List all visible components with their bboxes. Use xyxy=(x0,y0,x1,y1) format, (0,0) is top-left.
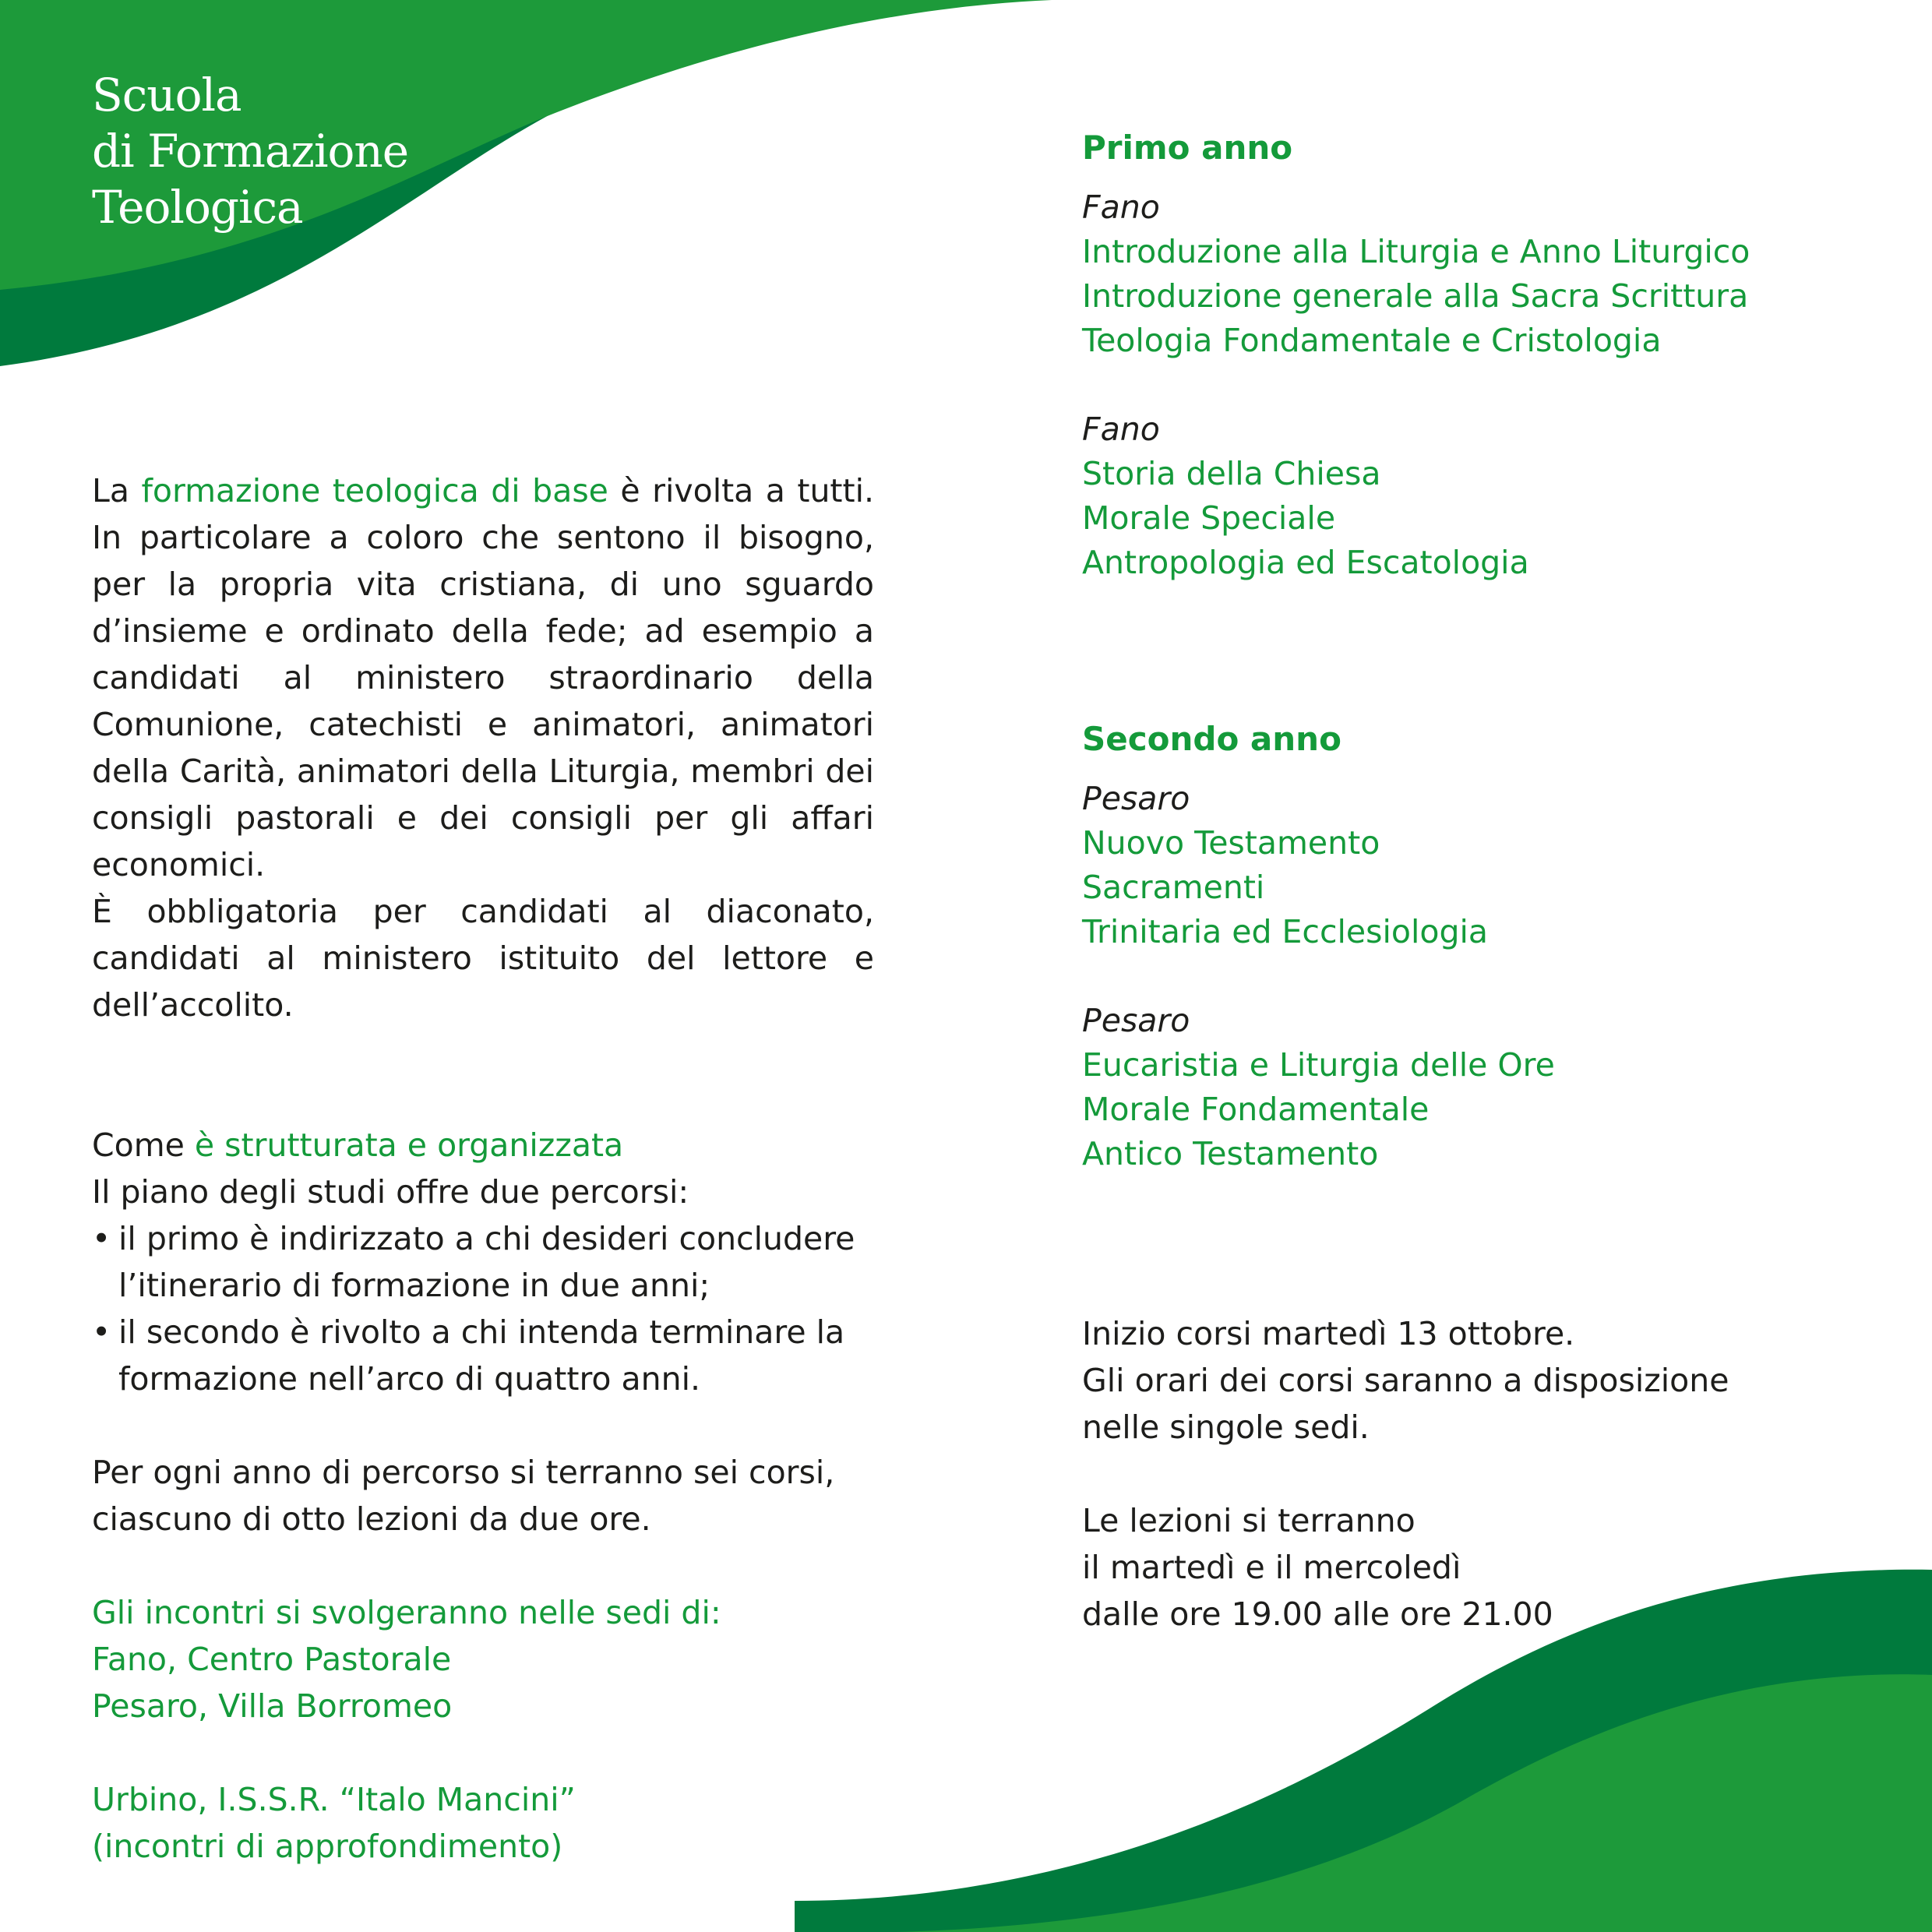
course-item: Introduzione alla Liturgia e Anno Liturgico xyxy=(1082,233,1750,270)
place-label: Pesaro xyxy=(1082,780,1190,817)
title-line: Teologica xyxy=(92,181,303,234)
locations-heading: Gli incontri si svolgeranno nelle sedi di: xyxy=(92,1594,721,1631)
location-note: (incontri di approfondimento) xyxy=(92,1828,563,1865)
course-item: Morale Fondamentale xyxy=(1082,1091,1430,1128)
intro-text: è rivolta a tutti. In particolare a coloro che sentono il bisogno, per la propria vita cristiana, di uno sguardo d’insieme e ordinato della fede; ad esempio a candidati al ministero straordinario della Comunione, catechisti e animatori, animatori della Carità, animatori della Liturgia, membri dei consigli pastorali e dei consigli per gli affari economici. xyxy=(92,472,875,883)
locations-section xyxy=(92,1589,874,1870)
schedule-text: dalle ore 19.00 alle ore 21.00 xyxy=(1082,1595,1553,1633)
list-item xyxy=(92,1309,874,1402)
location-item: Pesaro, Villa Borromeo xyxy=(92,1687,453,1725)
intro-section xyxy=(92,467,874,1028)
courses-per-year-text: Per ogni anno di percorso si terranno sei corsi, xyxy=(92,1454,835,1491)
structure-heading-prefix: Come xyxy=(92,1126,195,1164)
year-section xyxy=(1082,125,1892,585)
course-item: Morale Speciale xyxy=(1082,499,1336,537)
course-item: Antico Testamento xyxy=(1082,1135,1379,1172)
schedule-text: Gli orari dei corsi saranno a disposizione xyxy=(1082,1362,1729,1399)
intro-paragraph xyxy=(92,467,874,888)
structure-section xyxy=(92,1122,874,1542)
intro-prefix: La xyxy=(92,472,142,509)
place-label: Fano xyxy=(1082,411,1160,448)
right-column xyxy=(1082,125,1892,1638)
intro-obligation: È obbligatoria per candidati al diaconato, candidati al ministero istituito del lettore e dell’accolito. xyxy=(92,893,874,1024)
course-item: Sacramenti xyxy=(1082,869,1265,906)
course-item: Introduzione generale alla Sacra Scrittura xyxy=(1082,277,1749,315)
study-plan-text: Il piano degli studi offre due percorsi: xyxy=(92,1173,689,1211)
list-item xyxy=(92,1215,874,1309)
schedule-text: nelle singole sedi. xyxy=(1082,1408,1370,1446)
course-item: Storia della Chiesa xyxy=(1082,455,1381,492)
page-title xyxy=(92,67,408,235)
location-item: Urbino, I.S.S.R. “Italo Mancini” xyxy=(92,1781,576,1818)
year-heading: Primo anno xyxy=(1082,129,1293,167)
structure-heading xyxy=(92,1122,874,1169)
course-item: Eucaristia e Liturgia delle Ore xyxy=(1082,1046,1555,1084)
title-line: Scuola xyxy=(92,69,242,122)
course-item: Trinitaria ed Ecclesiologia xyxy=(1082,913,1488,950)
courses-per-year-text: ciascuno di otto lezioni da due ore. xyxy=(92,1500,651,1538)
schedule-text: Le lezioni si terranno xyxy=(1082,1502,1416,1539)
intro-highlight: formazione teologica di base xyxy=(141,472,608,509)
schedule-text: Inizio corsi martedì 13 ottobre. xyxy=(1082,1315,1575,1352)
course-item: Teologia Fondamentale e Cristologia xyxy=(1082,322,1662,359)
list-item-text: il primo è indirizzato a chi desideri concludere l’itinerario di formazione in due anni; xyxy=(118,1220,855,1304)
list-item-text: il secondo è rivolto a chi intenda terminare la formazione nell’arco di quattro anni. xyxy=(118,1313,845,1398)
schedule-text: il martedì e il mercoledì xyxy=(1082,1549,1461,1586)
location-item: Fano, Centro Pastorale xyxy=(92,1641,452,1678)
course-item: Nuovo Testamento xyxy=(1082,824,1380,862)
structure-heading-highlight: è strutturata e organizzata xyxy=(194,1126,624,1164)
course-item: Antropologia ed Escatologia xyxy=(1082,544,1529,581)
place-label: Pesaro xyxy=(1082,1002,1190,1039)
place-label: Fano xyxy=(1082,189,1160,226)
title-line: di Formazione xyxy=(92,125,409,178)
bullet-icon: • xyxy=(92,1313,111,1351)
year-section xyxy=(1082,716,1892,1176)
year-heading: Secondo anno xyxy=(1082,720,1341,758)
left-column xyxy=(92,467,874,1870)
bullet-icon: • xyxy=(92,1220,111,1257)
schedule-section xyxy=(1082,1310,1892,1638)
